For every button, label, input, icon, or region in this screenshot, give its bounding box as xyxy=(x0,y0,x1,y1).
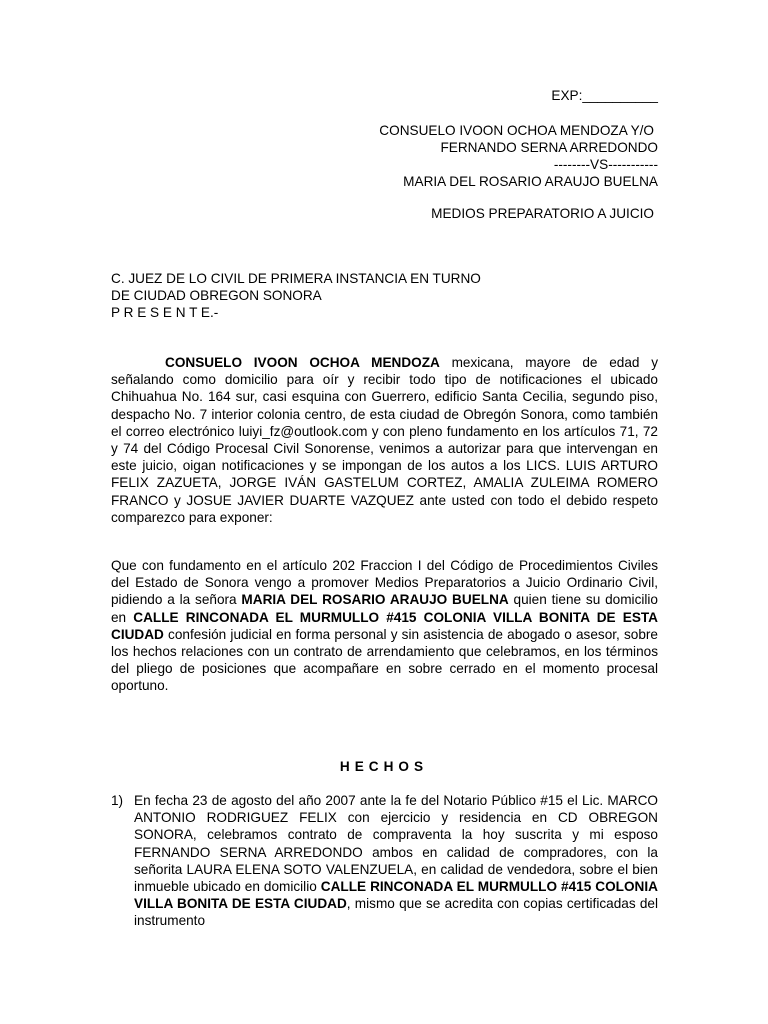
request-text-3: confesión judicial en forma personal y sin asistencia de abogado o asesor, sobre los hechos relaciones con un contrato de arrendamiento que celebramos, en los términos del pliego de posiciones que acompañare en sobre cerrado en el momento procesal oportuno. xyxy=(111,626,658,694)
facts-heading: HECHOS xyxy=(339,759,429,774)
fact-1-tail: , mismo que se acredita con copias certificadas del instrumento xyxy=(134,896,658,929)
party-line-3: MARIA DEL ROSARIO ARAUJO BUELNA xyxy=(403,174,658,189)
document-subject: MEDIOS PREPARATORIO A JUICIO xyxy=(431,206,654,221)
fact-1-body: En fecha 23 de agosto del año 2007 ante la fe del Notario Público #15 el Lic. MARCO ANTONIO RODRIGUEZ FELIX con ejercicio y residencia en CD OBREGON SONORA, celebramos contrato de compraventa la hoy suscrita y mi esposo FERNANDO SERNA ARREDONDO ambos en calidad de compradores, con la señorita LAURA ELENA SOTO VALENZUELA, en calidad de vendedora, sobre el bien inmueble ubicado en domicilio xyxy=(134,793,658,895)
request-defendant-address: CALLE RINCONADA EL MURMULLO #415 COLONIA VILLA BONITA DE ESTA CIUDAD xyxy=(111,609,658,642)
request-paragraph xyxy=(111,557,658,695)
request-text-2: quien tiene su domicilio en xyxy=(111,592,658,625)
fact-1-number: 1) xyxy=(111,793,124,808)
fact-1-text xyxy=(134,792,658,930)
intro-name: CONSUELO IVOON OCHOA MENDOZA xyxy=(165,355,440,370)
request-defendant-name: MARIA DEL ROSARIO ARAUJO BUELNA xyxy=(241,592,509,608)
addressee-line-2: DE CIUDAD OBREGON SONORA xyxy=(111,288,322,303)
addressee-line-1: C. JUEZ DE LO CIVIL DE PRIMERA INSTANCIA EN TURNO xyxy=(111,271,481,286)
addressee-line-3: P R E S E N T E.- xyxy=(111,305,219,320)
fact-1-address: CALLE RINCONADA EL MURMULLO #415 COLONIA VILLA BONITA DE ESTA CIUDAD xyxy=(134,879,658,912)
party-line-1: CONSUELO IVOON OCHOA MENDOZA Y/O xyxy=(379,123,654,138)
expediente-number: EXP:__________ xyxy=(551,88,658,103)
intro-text: mexicana, mayore de edad y señalando como domicilio para oír y recibir todo tipo de notificaciones el ubicado Chihuahua No. 164 sur, casi esquina con Guerrero, edificio Santa Cecilia, segundo piso, despacho No. 7 interior colonia centro, de esta ciudad de Obregón Sonora, como también el correo electrónico luiyi_fz@outlook.com y con pleno fundamento en los artículos 71, 72 y 74 del Código Procesal Civil Sonorense, venimos a autorizar para que intervengan en este juicio, oigan notificaciones y se impongan de los autos a los LICS. LUIS ARTURO FELIX ZAZUETA, JORGE IVÁN GASTELUM CORTEZ, AMALIA ZULEIMA ROMERO FRANCO y JOSUE JAVIER DUARTE VAZQUEZ ante usted con todo el debido respeto comparezco para exponer: xyxy=(111,355,658,525)
request-text-1: Que con fundamento en el artículo 202 Fraccion I del Código de Procedimientos Civiles del Estado de Sonora vengo a promover Medios Preparatorios a Juicio Ordinario Civil, pidiendo a la señora xyxy=(111,558,658,608)
versus-line: --------VS----------- xyxy=(553,157,658,172)
party-line-2: FERNANDO SERNA ARREDONDO xyxy=(440,140,658,155)
intro-paragraph xyxy=(111,354,658,526)
